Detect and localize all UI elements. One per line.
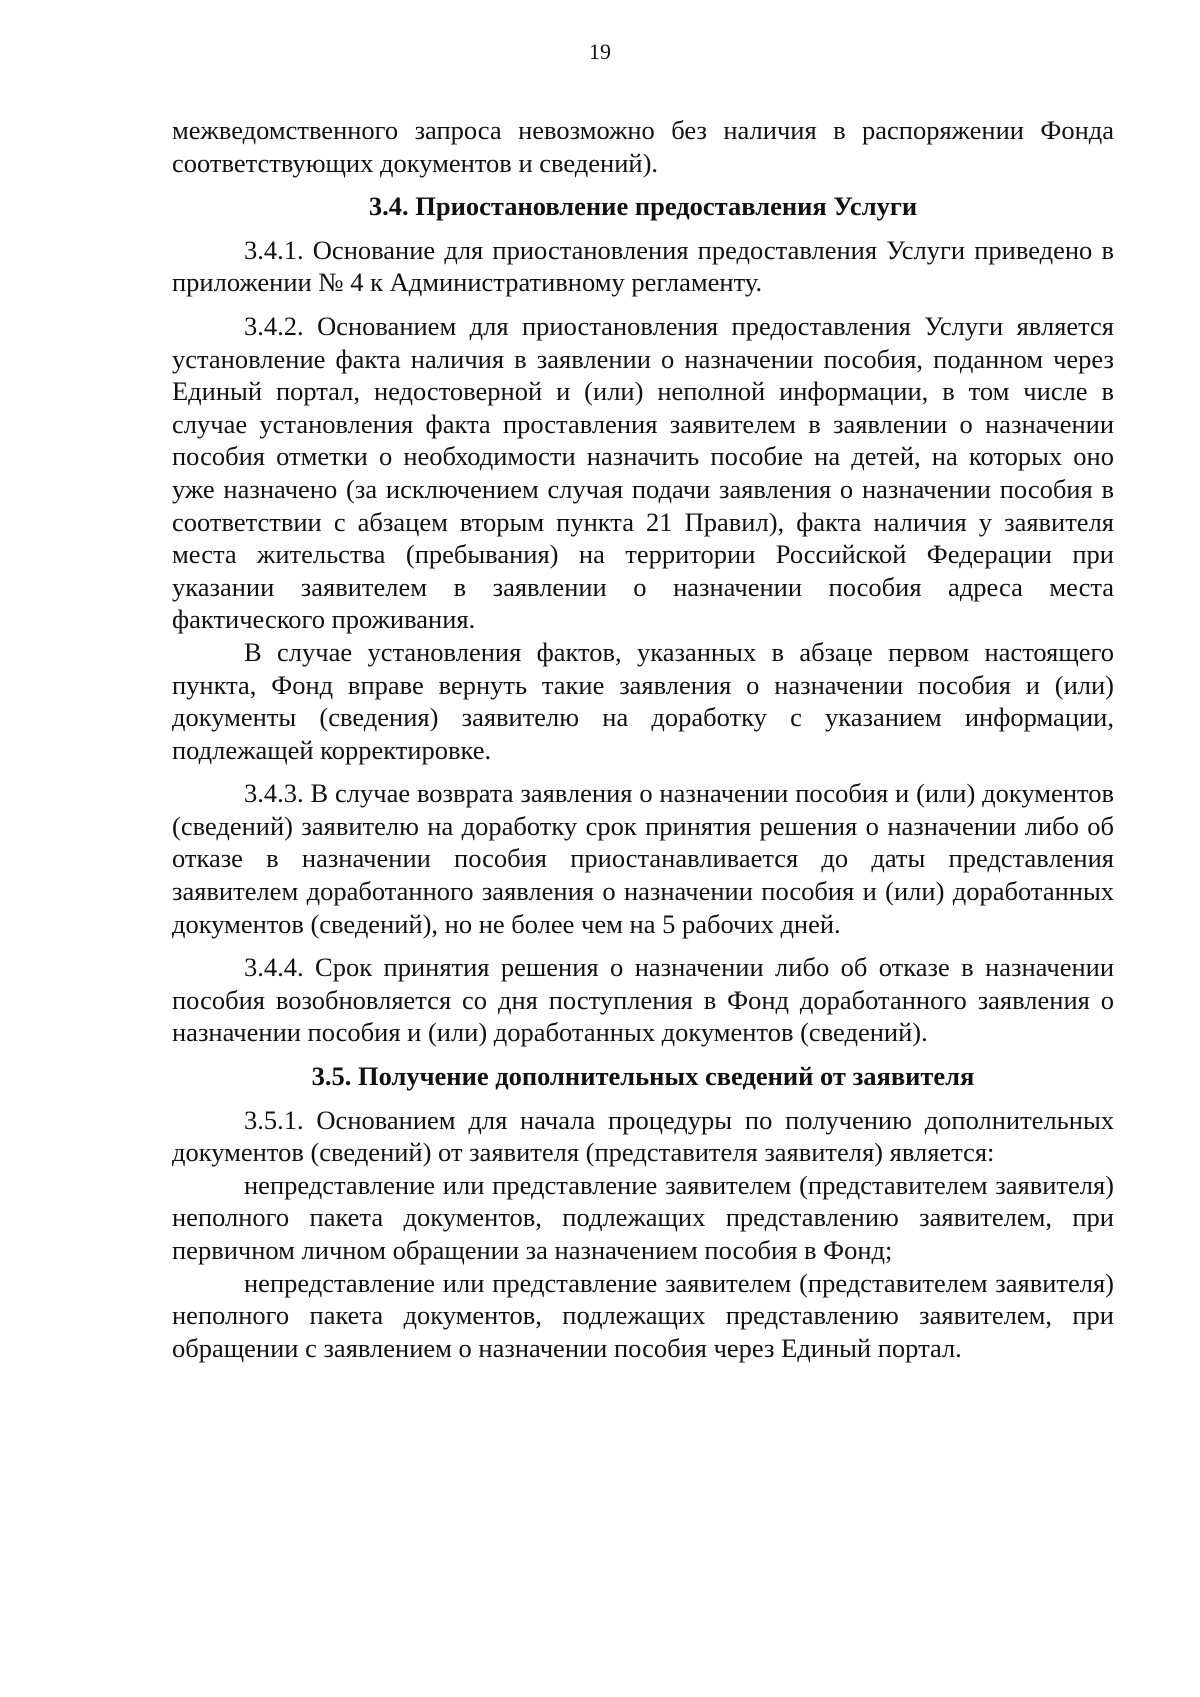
paragraph-continuation: межведомственного запроса невозможно без наличия в распоряжении Фонда соответствующих документов и сведений). <box>172 115 1114 178</box>
paragraph-text: Основанием для приостановления предоставления Услуги является установление факта наличия в заявлении о назначении пособия, поданном через Единый портал, недостоверной и (или) неполной информации, в том числе в случае установления факта проставления заявителем в заявлении о назначении пособия отметки о необходимости назначить пособие на детей, на которых оно уже назначено (за исключением случая подачи заявления о назначении пособия в соответствии с абзацем вторым пункта 21 Правил), факта наличия у заявителя места жительства (пребывания) на территории Российской Федерации при указании заявителем в заявлении о назначении пособия адреса места фактического проживания. <box>172 310 1114 635</box>
paragraph-3-5-1-item-b: непредставление или представление заявителем (представителем заявителя) неполного пакета документов, подлежащих представлению заявителем, при обращении с заявлением о назначении пособия через Единый портал. <box>172 1267 1114 1363</box>
clause-number: 3.4.4. <box>244 952 304 983</box>
page-number: 19 <box>589 39 611 64</box>
paragraph-text: Срок принятия решения о назначении либо об отказе в назначении пособия возобновляется со дня поступления в Фонд доработанного заявления о назначении пособия и (или) доработанных документов (сведений). <box>172 952 1114 1048</box>
section-heading-3-4: 3.4. Приостановление предоставления Услуги <box>368 191 918 222</box>
document-body <box>172 114 1114 1364</box>
paragraph-3-4-2 <box>172 310 1114 636</box>
paragraph-3-4-4 <box>172 951 1114 1049</box>
clause-number: 3.4.1. <box>244 234 304 265</box>
paragraph-text: В случае возврата заявления о назначении пособия и (или) документов (сведений) заявителю на доработку срок принятия решения о назначении либо об отказе в назначении пособия приостанавливается до даты представления заявителем доработанного заявления о назначении пособия и (или) доработанных документов (сведений), но не более чем на 5 рабочих дней. <box>172 778 1114 939</box>
paragraph-3-5-1-item-a: непредставление или представление заявителем (представителем заявителя) неполного пакета документов, подлежащих представлению заявителем, при первичном личном обращении за назначением пособия в Фонд; <box>172 1169 1114 1265</box>
paragraph-text: Основанием для начала процедуры по получению дополнительных документов (сведений) от заявителя (представителя заявителя) является: <box>172 1104 1114 1168</box>
clause-number: 3.4.3. <box>244 778 304 809</box>
section-heading-3-5: 3.5. Получение дополнительных сведений от заявителя <box>311 1061 975 1092</box>
paragraph-3-4-3 <box>172 777 1114 940</box>
paragraph-3-5-1 <box>172 1104 1114 1169</box>
paragraph-3-4-2-second: В случае установления фактов, указанных в абзаце первом настоящего пункта, Фонд вправе вернуть такие заявления о назначении пособия и (или) документы (сведения) заявителю на доработку с указанием информации, подлежащей корректировке. <box>172 636 1114 765</box>
paragraph-3-4-1 <box>172 234 1114 299</box>
clause-number: 3.5.1. <box>244 1104 304 1135</box>
clause-number: 3.4.2. <box>244 310 304 341</box>
paragraph-text: Основание для приостановления предоставления Услуги приведено в приложении № 4 к Административному регламенту. <box>172 234 1114 298</box>
